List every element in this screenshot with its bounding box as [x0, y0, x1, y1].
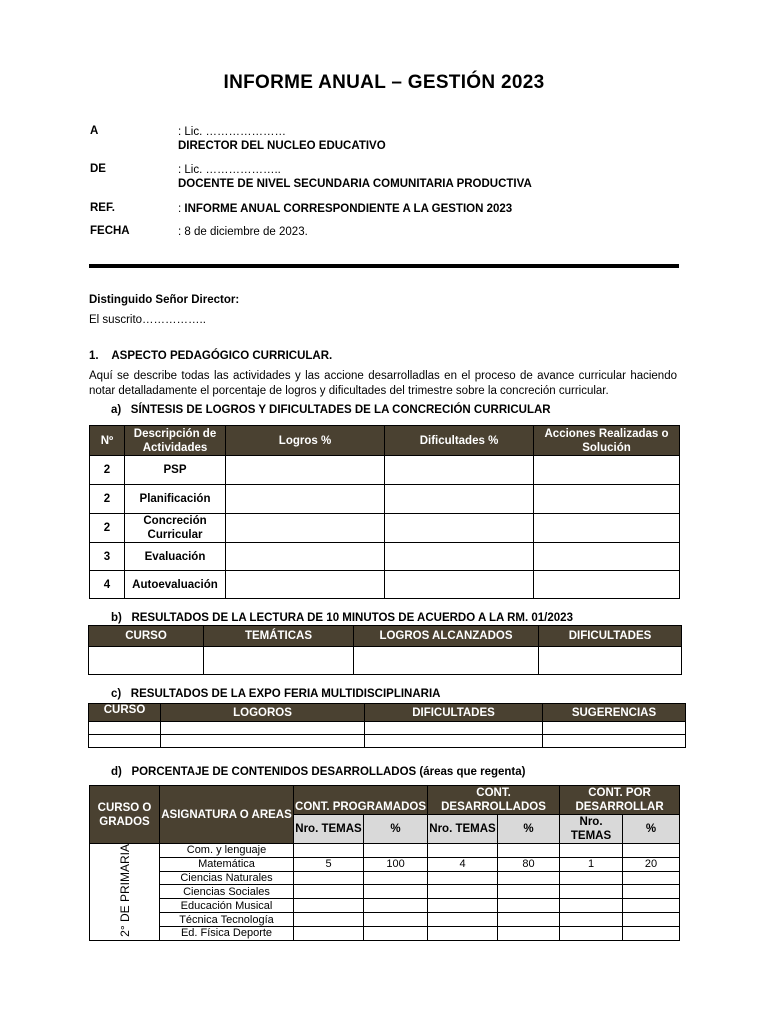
table-d-area: Matemática — [160, 857, 294, 871]
table-c-col-sugerencias: SUGERENCIAS — [543, 704, 686, 722]
table-d-value[interactable] — [364, 926, 428, 940]
table-b-col-dificultades: DIFICULTADES — [539, 626, 682, 647]
table-row — [90, 857, 680, 871]
table-a-cell-empty[interactable] — [534, 514, 680, 543]
table-b-col-logros: LOGROS ALCANZADOS — [354, 626, 539, 647]
table-a-cell-empty[interactable] — [534, 543, 680, 571]
header-a-line1: : Lic. ………………… — [178, 126, 286, 138]
table-d-sub-temas: Nro. TEMAS — [560, 815, 623, 844]
table-d-value[interactable] — [498, 844, 560, 858]
table-d-value[interactable]: 4 — [428, 857, 498, 871]
table-b-col-tematicas: TEMÁTICAS — [204, 626, 354, 647]
table-a-cell-n: 2 — [90, 456, 125, 485]
table-c-col-curso: CURSO — [89, 704, 161, 722]
table-row — [90, 926, 680, 940]
table-d-value[interactable] — [560, 926, 623, 940]
table-a-col-acciones: Acciones Realizadas o Solución — [534, 426, 680, 456]
table-a-col-logros: Logros % — [226, 426, 385, 456]
table-a — [89, 425, 680, 599]
table-d-value[interactable] — [428, 871, 498, 885]
table-a-col-n: Nº — [90, 426, 125, 456]
table-row — [90, 899, 680, 913]
table-row — [90, 844, 680, 858]
table-d-value[interactable] — [560, 899, 623, 913]
table-d-col-por-desarrollar: CONT. POR DESARROLLAR — [560, 786, 680, 815]
table-a-cell-empty[interactable] — [534, 485, 680, 514]
table-d-value[interactable] — [364, 844, 428, 858]
table-b-heading: b) RESULTADOS DE LA LECTURA DE 10 MINUTOS DE ACUERDO A LA RM. 01/2023 — [111, 612, 573, 624]
table-row — [90, 456, 680, 485]
table-d-value[interactable] — [428, 899, 498, 913]
table-d-area: Ciencias Naturales — [160, 871, 294, 885]
table-a-col-desc: Descripción de Actividades — [125, 426, 226, 456]
table-a-cell-desc: Planificación — [125, 485, 226, 514]
table-a-cell-empty[interactable] — [226, 456, 385, 485]
table-a-cell-empty[interactable] — [534, 571, 680, 599]
table-d-heading: d) PORCENTAJE DE CONTENIDOS DESARROLLADOS (áreas que regenta) — [111, 766, 526, 778]
table-d-value[interactable] — [294, 885, 364, 899]
table-d-value[interactable] — [428, 926, 498, 940]
table-a-cell-desc: Evaluación — [125, 543, 226, 571]
table-d-value[interactable] — [560, 885, 623, 899]
table-d-value[interactable] — [364, 913, 428, 927]
table-d-sub-temas: Nro. TEMAS — [294, 815, 364, 844]
table-c-cell[interactable] — [89, 722, 161, 735]
header-de-line1: : Lic. ……………….. — [178, 164, 281, 176]
table-row — [90, 871, 680, 885]
table-d-sub-temas: Nro. TEMAS — [428, 815, 498, 844]
table-d-value[interactable] — [498, 913, 560, 927]
table-d-area: Com. y lenguaje — [160, 844, 294, 858]
table-d-value[interactable] — [623, 885, 680, 899]
header-de-label: DE — [90, 163, 106, 175]
table-a-cell-desc: Autoevaluación — [125, 571, 226, 599]
table-a-cell-n: 3 — [90, 543, 125, 571]
table-d-value[interactable] — [364, 899, 428, 913]
header-fecha-label: FECHA — [90, 225, 130, 237]
header-ref-value: INFORME ANUAL CORRESPONDIENTE A LA GESTION 2023 — [184, 203, 513, 215]
header-de-line2: DOCENTE DE NIVEL SECUNDARIA COMUNITARIA PRODUCTIVA — [178, 178, 532, 190]
table-row — [89, 722, 686, 735]
table-a-cell-empty[interactable] — [534, 456, 680, 485]
table-d-value[interactable] — [428, 844, 498, 858]
table-c-col-dificultades: DIFICULTADES — [365, 704, 543, 722]
table-a-cell-empty[interactable] — [226, 514, 385, 543]
table-row — [90, 485, 680, 514]
table-d-value[interactable] — [364, 885, 428, 899]
table-d-sub-pct: % — [623, 815, 680, 844]
table-c-cell[interactable] — [543, 735, 686, 748]
table-c-cell[interactable] — [365, 722, 543, 735]
table-c-heading: c) RESULTADOS DE LA EXPO FERIA MULTIDISCIPLINARIA — [111, 688, 441, 700]
table-d-value[interactable] — [294, 844, 364, 858]
table-a-cell-empty[interactable] — [226, 543, 385, 571]
table-d-value[interactable] — [498, 871, 560, 885]
table-row — [89, 647, 682, 675]
table-d-value[interactable] — [560, 844, 623, 858]
table-d-value[interactable] — [560, 913, 623, 927]
table-d-value[interactable]: 20 — [623, 857, 680, 871]
table-d-sub-pct: % — [498, 815, 560, 844]
table-row — [90, 543, 680, 571]
table-d-value[interactable]: 100 — [364, 857, 428, 871]
header-a-label: A — [90, 125, 99, 137]
table-d-value[interactable] — [294, 871, 364, 885]
table-c-cell[interactable] — [161, 722, 365, 735]
table-a-cell-empty[interactable] — [226, 571, 385, 599]
table-d-area: Ciencias Sociales — [160, 885, 294, 899]
table-c-col-logoros: LOGOROS — [161, 704, 365, 722]
table-d-value[interactable] — [428, 913, 498, 927]
header-fecha-value: : 8 de diciembre de 2023. — [178, 226, 308, 238]
table-d-value[interactable] — [364, 871, 428, 885]
table-a-col-dificultades: Dificultades % — [385, 426, 534, 456]
table-c-cell[interactable] — [543, 722, 686, 735]
table-a-cell-empty[interactable] — [385, 456, 534, 485]
header-divider — [89, 264, 679, 268]
table-b — [88, 625, 682, 675]
section-1-text: Aquí se describe todas las actividades y las accione desarrolladlas en el proceso de avance curricular haciendo notar detalladamente el porcentaje de logros y dificultades del trimestre sobre la concreción curricular. — [89, 370, 677, 397]
table-d-value[interactable] — [623, 913, 680, 927]
table-a-cell-n: 4 — [90, 571, 125, 599]
table-c — [88, 703, 686, 748]
table-d-value[interactable] — [623, 926, 680, 940]
table-d — [89, 785, 680, 941]
table-c-cell[interactable] — [365, 735, 543, 748]
table-d-value[interactable] — [294, 926, 364, 940]
table-a-cell-empty[interactable] — [385, 571, 534, 599]
table-d-value[interactable] — [623, 844, 680, 858]
header-ref-label: REF. — [90, 202, 115, 214]
table-d-col-desarrollados: CONT. DESARROLLADOS — [428, 786, 560, 815]
section-1-heading: 1. ASPECTO PEDAGÓGICO CURRICULAR. — [89, 350, 333, 362]
table-d-area: Técnica Tecnología — [160, 913, 294, 927]
table-a-cell-n: 2 — [90, 485, 125, 514]
table-b-cell[interactable] — [354, 647, 539, 675]
table-d-value[interactable]: 1 — [560, 857, 623, 871]
table-c-cell[interactable] — [89, 735, 161, 748]
table-a-cell-empty[interactable] — [385, 514, 534, 543]
table-a-cell-n: 2 — [90, 514, 125, 543]
table-row — [90, 571, 680, 599]
table-d-value[interactable] — [560, 871, 623, 885]
document-title: INFORME ANUAL – GESTIÓN 2023 — [223, 72, 545, 93]
table-a-cell-empty[interactable] — [226, 485, 385, 514]
table-d-value[interactable] — [623, 899, 680, 913]
table-d-value[interactable] — [294, 899, 364, 913]
table-a-cell-empty[interactable] — [385, 543, 534, 571]
table-row — [90, 514, 680, 543]
table-b-cell[interactable] — [89, 647, 204, 675]
greeting: Distinguido Señor Director: — [89, 294, 240, 306]
table-d-value[interactable]: 5 — [294, 857, 364, 871]
table-d-value[interactable] — [498, 885, 560, 899]
intro-text: El suscrito…………….. — [89, 314, 206, 326]
table-b-col-curso: CURSO — [89, 626, 204, 647]
table-a-heading: a) SÍNTESIS DE LOGROS Y DIFICULTADES DE LA CONCRECIÓN CURRICULAR — [111, 404, 551, 416]
table-d-value[interactable] — [623, 871, 680, 885]
table-d-col-programados: CONT. PROGRAMADOS — [294, 786, 428, 815]
table-a-cell-empty[interactable] — [385, 485, 534, 514]
table-d-col-asignatura: ASIGNATURA O AREAS — [160, 786, 294, 844]
table-d-value[interactable] — [294, 913, 364, 927]
table-row — [89, 735, 686, 748]
table-d-grado — [90, 844, 160, 941]
header-ref-prefix: : — [178, 203, 185, 215]
table-d-col-curso: CURSO O GRADOS — [90, 786, 160, 844]
header-a-line2: DIRECTOR DEL NUCLEO EDUCATIVO — [178, 140, 386, 152]
table-b-cell[interactable] — [204, 647, 354, 675]
table-d-value[interactable]: 80 — [498, 857, 560, 871]
table-row — [90, 913, 680, 927]
table-c-cell[interactable] — [161, 735, 365, 748]
table-d-sub-pct: % — [364, 815, 428, 844]
table-d-value[interactable] — [498, 926, 560, 940]
table-a-cell-desc: Concreción Curricular — [125, 514, 226, 543]
table-d-area: Ed. Física Deporte — [160, 926, 294, 940]
table-row — [90, 885, 680, 899]
table-d-area: Educación Musical — [160, 899, 294, 913]
table-d-value[interactable] — [428, 885, 498, 899]
table-a-cell-desc: PSP — [125, 456, 226, 485]
table-d-value[interactable] — [498, 899, 560, 913]
table-b-cell[interactable] — [539, 647, 682, 675]
table-d-grado-label: 2° DE PRIMARIA — [117, 844, 132, 937]
